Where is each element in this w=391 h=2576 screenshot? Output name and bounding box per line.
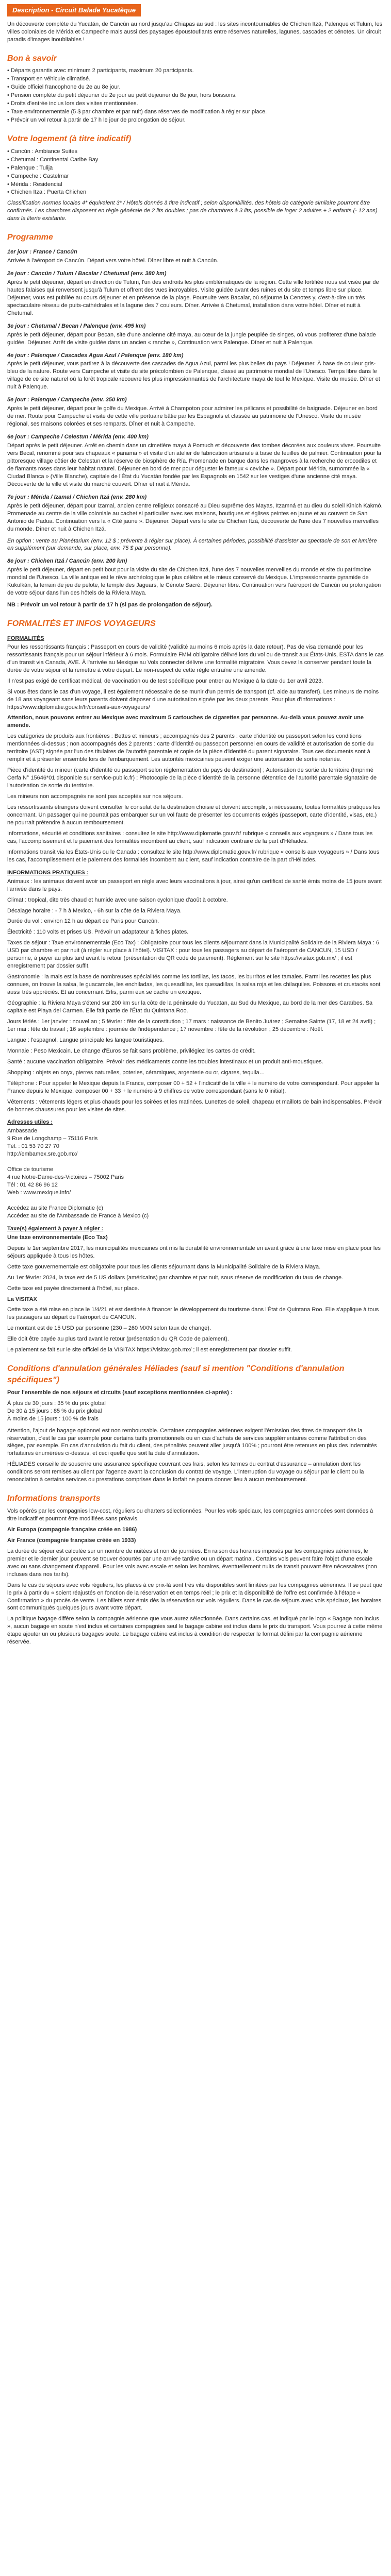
hotels-note: Classification normes locales 4* équivalent 3* / Hôtels donnés à titre indicatif ; selon disponibilités, des hôtels de catégorie similaire pourront être confirmés. Les chambres disposent en règle générale de 2 lits doubles ; pas de chambres à 3 lits, possible de loger 2 adultes + 2 enfants (- 12 ans) dans la literie existante. bbox=[7, 200, 378, 222]
conditions-text: HÉLIADES conseille de souscrire une assurance spécifique couvrant ces frais, selon les termes du contrat d'assurance – annulation dont les conditions seront remises au client par l'agence avant la conclusion du contrat de voyage. L'interruption du voyage ou séjour par le client ou la renonciation à certains services ou prestations comprises dans le forfait ne pourra donner lieu à aucun remboursement. bbox=[7, 1461, 364, 1483]
tourism-office-link[interactable]: Web : www.mexique.info/ bbox=[7, 1190, 71, 1196]
embassy-line: Tél. : 01 53 70 27 70 bbox=[7, 1143, 59, 1150]
taxes-text: Cette taxe est payée directement à l'hôtel, sur place. bbox=[7, 1285, 139, 1292]
practical-item: Santé : aucune vaccination obligatoire. Prévoir des médicaments contre les troubles intestinaux et un produit anti-moustiques. bbox=[7, 1058, 323, 1065]
practical-item: Géographie : la Riviera Maya s'étend sur 200 km sur la côte de la péninsule du Yucatan, au Sud du Mexique, au bord de la mer des Caraïbes. Sa capitale est Playa del Carmen. Elle fait partie de l'État du Quintana Roo. bbox=[7, 1000, 373, 1014]
ambassade-link[interactable]: Accédez au site de l'Ambassade de France à Mexico (c) bbox=[7, 1212, 149, 1219]
programme-day bbox=[7, 557, 384, 597]
practical-item: Durée du vol : environ 12 h au départ de Paris pour Cancún. bbox=[7, 918, 159, 925]
taxes-text: Cette taxe gouvernementale est obligatoire pour tous les clients séjournant dans la Municipalité Solidaire de la Riviera Maya. bbox=[7, 1263, 321, 1270]
formalities-warning: Attention, nous pouvons entrer au Mexique avec maximum 5 cartouches de cigarettes par personne. Au-delà vous pouvez avoir une amende. bbox=[7, 715, 364, 729]
section-title-hotels: Votre logement (à titre indicatif) bbox=[7, 134, 132, 143]
day-title: 6e jour : Campeche / Celestun / Mérida (env. 400 km) bbox=[7, 434, 149, 440]
day-title: 3e jour : Chetumal / Becan / Palenque (env. 495 km) bbox=[7, 323, 146, 329]
formalities-text: Les ressortissants étrangers doivent consulter le consulat de la destination choisie et doivent accomplir, si nécessaire, toutes formalités pratiques les concernant. Un passager qui ne pourrait pas embarquer sur un vol faute de présenter les documents exigés (passeport, carte d'identité, visas, etc.) ne pourrait prétendre à aucun remboursement. bbox=[7, 804, 381, 826]
list-item: • Cancún : Ambiance Suites bbox=[7, 148, 384, 156]
section-title-formalities: FORMALITÉS ET INFOS VOYAGEURS bbox=[7, 619, 156, 629]
hotels-list bbox=[7, 148, 384, 197]
formalities-subhead: FORMALITÉS bbox=[7, 635, 44, 641]
diplomatie-link[interactable]: Accédez au site France Diplomatie (c) bbox=[7, 1205, 103, 1211]
day-text: Après le petit déjeuner, vous partirez à la découverte des cascades de Agua Azul, parmi les plus belles du pays ! Déjeuner. À base de couleur gris-bleu de la nature. Route vers Campeche et visite du site précolombien de Palenque, classé au patrimoine mondial de l'Unesco. Temps libre dans le village de ce site naturel où la forêt tropicale recouvre les plus impressionnantes de l'architecture maya de tout le Mexique. Visite du musée. Dîner et nuit à Palenque. bbox=[7, 361, 380, 391]
programme-day bbox=[7, 352, 384, 392]
list-item: • Droits d'entrée inclus lors des visites mentionnées. bbox=[7, 100, 384, 108]
intro-text: Un découverte complète du Yucatán, de Cancún au nord jusqu'au Chiapas au sud : les sites incontournables de Chichen Itzá, Palenque et Tulum, les villes coloniales de Mérida et Campeche mais aussi des paysages époustouflants entre réserves naturelles, lagunes, cascades et cénotes. Un circuit paradis d'images inoubliables ! bbox=[7, 21, 383, 43]
taxes-text: Au 1er février 2024, la taxe est de 5 US dollars (américains) par chambre et par nuit, sous réserve de modification du taux de change. bbox=[7, 1274, 344, 1281]
day-text: Après le petit déjeuner, départ pour le golfe du Mexique. Arrivé à Champoton pour admirer les pélicans et possibilité de baignade. Déjeuner en bord de mer. Route pour Campeche et visite de cette ville portuaire bâtie par les Espagnols et classée au patrimoine de l'Unesco. Visite du musée régional, ses maisons colorées et ses remparts. Dîner et nuit à Campeche. bbox=[7, 405, 378, 428]
transport-text: La durée du séjour est calculée sur un nombre de nuitées et non de journées. En raison des horaires imposés par les compagnies aériennes, le premier et le dernier jour peuvent se trouver écourtés par une arrivée tardive ou un départ matinal. Certains vols peuvent faire l'objet d'une escale avec ou sans changement d'appareil. Pour les vols avec escale et selon les horaires, éventuellement nuits de transit pouvant être nécessaires (non incluses dans nos tarifs). bbox=[7, 1548, 377, 1578]
transport-text: La politique bagage diffère selon la compagnie aérienne que vous aurez sélectionnée. Dans certains cas, et indiqué par le logo « Bagage non inclus », aucun bagage en soute n'est inclus et certaines compagnies seul le bagage cabine est inclus dans le prix du transport. Vous pourrez à cette même étape ajouter un ou plusieurs bagages soute. Le bagage cabine est inclus à condition de respecter le format défini par la compagnie aérienne réservée. bbox=[7, 1616, 383, 1646]
day-text: Arrivée à l'aéroport de Cancún. Départ vers votre hôtel. Dîner libre et nuit à Cancún. bbox=[7, 257, 219, 264]
practical-item: Langue : l'espagnol. Langue principale les langue touristiques. bbox=[7, 1037, 164, 1043]
section-title-highlights: Bon à savoir bbox=[7, 54, 57, 63]
formalities-text: Informations transit via les États-Unis ou le Canada : consultez le site http://www.diplomatie.gouv.fr/ rubrique « conseils aux voyageurs » / Dans tous les cas, l'accomplissement et le paiement des formalités incombent au client, sauf indication contraire de la part d'Héliades. bbox=[7, 849, 380, 863]
programme-day bbox=[7, 270, 384, 317]
practical-item: Climat : tropical, dite très chaud et humide avec une saison cyclonique d'août à octobre. bbox=[7, 896, 228, 903]
practical-item: Gastronomie : la mais est la base de nombreuses spécialités comme les tortillas, les tacos, les burritos et les tamales. Parmi les recettes les plus connues, on trouve la salsa, le guacamole, les enchiladas, les quesadillas, les quesadillas, la salsa roja et les chilaquiles. Poissons et crustacés sont aussi très appréciés. Et au concernant Erlis, parmi eux se cache un exotique. bbox=[7, 974, 381, 996]
section-title-conditions: Conditions d'annulation générales Héliades (sauf si mention "Conditions d'annulation spécifiques") bbox=[7, 1364, 345, 1384]
day-title: 4e jour : Palenque / Cascades Agua Azul / Palenque (env. 180 km) bbox=[7, 352, 184, 359]
practical-item: Décalage horaire : - 7 h à Mexico, - 6h sur la côte de la Riviera Maya. bbox=[7, 907, 182, 914]
day-text: Après le petit déjeuner, départ en petit bout pour la visite du site de Chichen Itzá, l'une des 7 nouvelles merveilles du monde et site du patrimoine mondial de l'Unesco. La ville antique est le rêve archéologique le plus célèbre et le mieux conservé du Mexique. L'impressionnante pyramide de Kukulkán, la terrain de jeu de pelote, le temple des Jaguars, le Cénote Sacré. Déjeuner libre. Continuation vers l'aéroport de Cancún ou prolongation de votre séjour dans l'un des hôtels de la Riviera Maya. bbox=[7, 567, 381, 597]
day-text: Après le petit déjeuner, départ pour Becan, site d'une ancienne cité maya, au cœur de la jungle peuplée de singes, où vous profiterez d'une balade guidée. Déjeuner. Arrêt de visite guidée dans un ancien « ranche », Continuation vers Palenque. Dîner et nuit à Palenque. bbox=[7, 331, 376, 346]
taxes-text: Depuis le 1er septembre 2017, les municipalités mexicaines ont mis la durabilité environnementale en avant grâce à une taxe mise en place pour les séjours appliquée à tous les hôtes. bbox=[7, 1245, 381, 1259]
list-item: • Prévoir un vol retour à partir de 17 h le jour de prolongation de séjour. bbox=[7, 116, 384, 124]
conditions-line: À plus de 30 jours : 35 % du prix global bbox=[7, 1400, 106, 1406]
practical-item: Jours fériés : 1er janvier : nouvel an ; 5 février : fête de la constitution ; 17 mars : naissance de Benito Juárez ; Semaine Sainte (17, 18 et 24 avril) ; 1er mai : fête du travail ; 16 septembre : journée de l'indépendance ; 17 novembre : fête de la révolution ; 25 décembre : Noël. bbox=[7, 1018, 376, 1032]
section-title-programme: Programme bbox=[7, 233, 53, 242]
conditions-text: Attention, l'ajout de bagage optionnel est non remboursable. Certaines compagnies aériennes exigent l'émission des titres de transport dès la réservation, c'est le cas par exemple pour certains tarifs promotionnels ou en cas d'achats de services supplémentaires comme l'attribution des sièges, par exemple. En cas d'annulation du fait du client, des pénalités peuvent aller jusqu'à 100% ; pourront être retenues en plus des indemnités forfaitaires énumérées ci-dessus, et ceci quelle que soit la date d'annulation. bbox=[7, 1427, 377, 1457]
programme-day bbox=[7, 396, 384, 428]
formalities-text: Si vous êtes dans le cas d'un voyage, il est également nécessaire de se munir d'un permis de transport (cf. aide au transfert). Les mineurs de moins de 18 ans voyageant sans leurs parents doivent disposer d'une autorisation signée par les deux parents. Pour plus d'informations : https://www.diplomatie.gouv.fr/fr/conseils-aux-voyageurs/ bbox=[7, 688, 379, 710]
tourism-office-line: Office de tourisme bbox=[7, 1166, 54, 1173]
list-item: • Campeche : Castelmar bbox=[7, 173, 384, 180]
list-item: • Pension complète du petit déjeuner du 2e jour au petit déjeuner du 8e jour, hors boissons. bbox=[7, 92, 384, 99]
practical-item: Électricité : 110 volts et prises US. Prévoir un adaptateur à fiches plates. bbox=[7, 929, 189, 936]
embassy-line bbox=[7, 1158, 384, 1166]
practical-item: Shopping : objets en onyx, pierres naturelles, poteries, céramiques, argenterie ou or, cigares, tequila… bbox=[7, 1069, 265, 1076]
taxes-text: Elle doit être payée au plus tard avant le retour (présentation du QR Code de paiement). bbox=[7, 1336, 229, 1343]
day-title: 1er jour : France / Cancún bbox=[7, 249, 77, 256]
airline-item: Air France (compagnie française créée en 1933) bbox=[7, 1537, 136, 1544]
tourism-office-line: Tél : 01 42 86 96 12 bbox=[7, 1182, 58, 1189]
embassy-block bbox=[7, 1127, 384, 1219]
day-text: Après le petit déjeuner, départ en direction de Tulum, l'un des endroits les plus emblématiques de la région. Cette ville fortifiée nous est visée par de hautes falaises qui renversent jusqu'à Tulum et offrent des vues incroyables. Visite guidée avant des ruines et du site et temps libre sur place. Déjeuner, vous est publiée au cours déjeuner et en présence de la plage. Poursuite vers Bacalar, où séjourne la Cenotes y, c'est-à-dire un très spectaculaire réseau de puits-cathédrales et la lagune des 7 couleurs. Dîner. Arrivée à Chetumal, installation dans votre hôtel. Dîner et nuit à Chetumal. bbox=[7, 279, 379, 316]
list-item: • Transport en véhicule climatisé. bbox=[7, 75, 384, 83]
taxes-text: Le paiement se fait sur le site officiel de la VISITAX https://visitax.gob.mx/ ; il est enregistrement par dossier suffit. bbox=[7, 1347, 292, 1353]
list-item: • Chichen Itza : Puerta Chichen bbox=[7, 189, 384, 196]
option-note: En option : vente au Planétarium (env. 12 $ ; prévente à régler sur place). À certaines périodes, possibilité d'assister au spectacle de son et lumière en supplément (sur demande, sur place, env. 75 $ par personne). bbox=[7, 537, 377, 552]
formalities-text: Pour les ressortissants français : Passeport en cours de validité (validité au moins 6 mois après la date retour). Pas de visa demandé pour les ressortissants français pour un séjour inférieur à 6 mois. Formulaire FMM obligatoire délivré lors du vol ou de transit aux États-Unis, ESTA dans le cas d'un transit via Canada, AVE. À l'arrivée au Mexique au Vols connecter délivre une formalité migratoire. Vous devez la conserver pendant toute la durée de votre séjour et la remettre à votre départ. Le non-respect de cette règle entraîne une amende. bbox=[7, 643, 384, 673]
taxes-text: Cette taxe a été mise en place le 1/4/21 et est destinée à financer le développement du tourisme dans l'État de Quintana Roo. Elle s'applique à tous les passagers au départ de l'aéroport de CANCUN. bbox=[7, 1307, 379, 1321]
formalities-text: Les catégories de produits aux frontières : Bettes et mineurs ; accompagnés des 2 parents : carte d'identité ou passeport selon les conditions mentionnées ci-dessus ; non accompagnés des 2 parents : carte d'identité ou passeport personnel en cours de validité et autorisation de sortie du territoire (AST) signée par l'un des titulaires de l'autorité parentale et copie de la pièce d'identité du parent signataire. Tous ces documents sont à remplir et à présenter ensemble lors de l'embarquement. Les autorités mexicaines peuvent exiger une autorisation de sortie notariée. bbox=[7, 733, 374, 763]
practical-item: Taxes de séjour : Taxe environnementale (Eco Tax) : Obligatoire pour tous les clients séjournant dans la Municipalité Solidaire de la Riviera Maya : 6 USD par chambre et par nuit (à régler sur place à l'hôtel). VISITAX : pour tous les passagers au départ de l'aéroport de CANCUN, 15 USD / personne, à payer au plus tard avant le retour (présentation du QR code de paiement). Règlement sur le site https://visitax.gob.mx/ ; il est enregistrement par dossier suffit. bbox=[7, 940, 380, 970]
list-item: • Chetumal : Continental Caribe Bay bbox=[7, 156, 384, 164]
flight-note: NB : Prévoir un vol retour à partir de 17 h (si pas de prolongation de séjour). bbox=[7, 602, 213, 608]
programme-day bbox=[7, 433, 384, 488]
highlights-list bbox=[7, 67, 384, 124]
page-title: Description - Circuit Balade Yucatèque bbox=[7, 4, 141, 16]
tourism-office-line: 4 rue Notre-Dame-des-Victoires – 75002 Paris bbox=[7, 1174, 124, 1181]
day-title: 2e jour : Cancún / Tulum / Bacalar / Chetumal (env. 380 km) bbox=[7, 270, 167, 277]
embassy-link[interactable]: http://embamex.sre.gob.mx/ bbox=[7, 1151, 78, 1158]
list-item: • Départs garantis avec minimum 2 participants, maximum 20 participants. bbox=[7, 67, 384, 75]
day-title: 8e jour : Chichen Itzá / Cancún (env. 200 km) bbox=[7, 558, 127, 565]
day-text: Après le petit déjeuner, départ pour Izamal, ancien centre religieux consacré au Dieu suprême des Mayas, Itzamná et au dieu du soleil Kinich Kakmó. Promenade au centre de la ville coloniale au cachet si particulier avec ses maisons, boutiques et églises peintes en jaune et au couvent de San Antonio de Padua. Continuation vers la « Cité jaune ». Déjeuner. Départ vers le site de Chichen Itzá, découverte de l'une des 7 nouvelles merveilles du monde. Dîner et nuit à Chichen Itzá. bbox=[7, 502, 383, 532]
day-text: Départ après le petit déjeuner. Arrêt en chemin dans un cimetière maya à Pomuch et découverte des tombes décorées aux couleurs vives. Poursuite vers Becal, renommé pour ses chapeaux « panama » et visite d'un atelier de fabrication artisanale à base de feuilles de palmier. Continuation pour la pittoresque village côtier de Celestun et la réserve de biosphère de Ría. Promenade en barque dans les mangroves à la recherche de crocodiles et de flamants roses dans leur habitat naturel. Déjeuner en bord de mer pour déguster le fameux « ceviche ». Départ pour Mérida, surnommée la « Ciudad Blanca » (Ville Blanche), capitale de l'État du Yucatán fondée par les Espagnols en 1542 sur les vestiges d'une ancienne cité maya. Découverte de la ville et visite du marché couvert. Dîner et nuit à Mérida. bbox=[7, 443, 381, 487]
formalities-text: Les mineurs non accompagnés ne sont pas acceptés sur nos séjours. bbox=[7, 793, 183, 800]
list-item: • Guide officiel francophone du 2e au 8e jour. bbox=[7, 83, 384, 91]
taxes-text: Le montant est de 15 USD par personne (230 – 260 MXN selon taux de change). bbox=[7, 1325, 211, 1332]
day-title: 5e jour : Palenque / Campeche (env. 350 km) bbox=[7, 397, 127, 403]
practical-item: Vêtements : vêtements légers et plus chauds pour les soirées et les matinées. Lunettes de soleil, chapeau et maillots de bain indispensables. Prévoir de bonnes chaussures pour les visites de sites. bbox=[7, 1098, 382, 1113]
practical-title: INFORMATIONS PRATIQUES : bbox=[7, 869, 89, 876]
transport-text: Vols opérés par les compagnies low-cost, réguliers ou charters sélectionnées. Pour les vols spéciaux, les compagnies annoncées sont données à titre indicatif et pourront être modifiées sans préavis. bbox=[7, 1507, 373, 1522]
list-item: • Palenque : Tulija bbox=[7, 164, 384, 172]
formalities-text: Informations, sécurité et conditions sanitaires : consultez le site http://www.diplomatie.gouv.fr/ rubrique « conseils aux voyageurs » / Dans tous les cas, l'accomplissement et le paiement des formalités incombent au client, sauf indication contraire de la part d'Héliades. bbox=[7, 830, 373, 844]
taxes-title: Taxe(s) également à payer à régler : bbox=[7, 1225, 104, 1232]
practical-item: Monnaie : Peso Mexicain. Le change d'Euros se fait sans problème, privilégiez les cartes de crédit. bbox=[7, 1047, 256, 1054]
programme-day bbox=[7, 494, 384, 533]
conditions-line: De 30 à 15 jours : 85 % du prix global bbox=[7, 1408, 102, 1414]
visitax-title: La VISITAX bbox=[7, 1296, 37, 1302]
conditions-line: À moins de 15 jours : 100 % de frais bbox=[7, 1415, 99, 1422]
list-item: • Taxe environnementale (5 $ par chambre et par nuit) dans réserves de modification à régler sur place. bbox=[7, 108, 384, 116]
embassy-line bbox=[7, 1197, 384, 1205]
programme-day bbox=[7, 248, 384, 265]
programme-day bbox=[7, 323, 384, 347]
conditions-intro: Pour l'ensemble de nos séjours et circuits (sauf exceptions mentionnées ci-après) : bbox=[7, 1389, 233, 1396]
embassy-line: 9 Rue de Longchamp – 75116 Paris bbox=[7, 1136, 98, 1142]
eco-tax-title: Une taxe environnementale (Eco Tax) bbox=[7, 1234, 108, 1241]
formalities-text: Il n'est pas exigé de certificat médical, de vaccination ou de test spécifique pour entrer au Mexique à la date du 1er avril 2023. bbox=[7, 677, 323, 684]
airline-item: Air Europa (compagnie française créée en 1986) bbox=[7, 1526, 137, 1533]
taxes-block bbox=[7, 1234, 384, 1354]
embassy-line: Ambassade bbox=[7, 1128, 38, 1134]
practical-item: Animaux : les animaux doivent avoir un passeport en règle avec leurs vaccinations à jour, ainsi qu'un certificat de santé émis moins de 15 jours avant l'arrivée dans le pays. bbox=[7, 878, 382, 892]
formalities-text: Pièce d'identité du mineur (carte d'identité ou passeport selon réglementation du pays de destination) ; Autorisation de sortie du territoire (Imprimé Cerfa N° 15646*01 disponible sur service-public.fr) ; Photocopie de la pièce d'identité de la personne détentrice de l'autorité parentale signataire de l'autorisation de sortie du territoire. bbox=[7, 767, 377, 789]
list-item: • Mérida : Residencial bbox=[7, 181, 384, 189]
transport-text: Dans le cas de séjours avec vols réguliers, les places à ce prix-là sont très vite disponibles sont limitées par les compagnies aériennes. Il se peut que le prix à partir du « soient réajustés en fonction de la réservation et en temps réel ; le prix et la disponibilité de l'offre est confirmée à l'étape « Confirmation » du procès de vente. Les billets sont émis dès la réservation sur vols réguliers. Dans le cas de séjours avec vols spéciaux, les horaires sont communiqués quelques jours avant votre départ. bbox=[7, 1582, 382, 1612]
embassy-title: Adresses utiles : bbox=[7, 1119, 53, 1126]
practical-item: Téléphone : Pour appeler le Mexique depuis la France, composer 00 + 52 + l'indicatif de la ville + le numéro de votre correspondant. Pour appeler la France depuis le Mexique, composer 00 + 33 + le numéro à 9 chiffres de votre correspondant (sans le 0 initial). bbox=[7, 1080, 379, 1094]
day-title: 7e jour : Mérida / Izamal / Chichen Itzá (env. 280 km) bbox=[7, 494, 147, 500]
section-title-transport: Informations transports bbox=[7, 1494, 101, 1503]
